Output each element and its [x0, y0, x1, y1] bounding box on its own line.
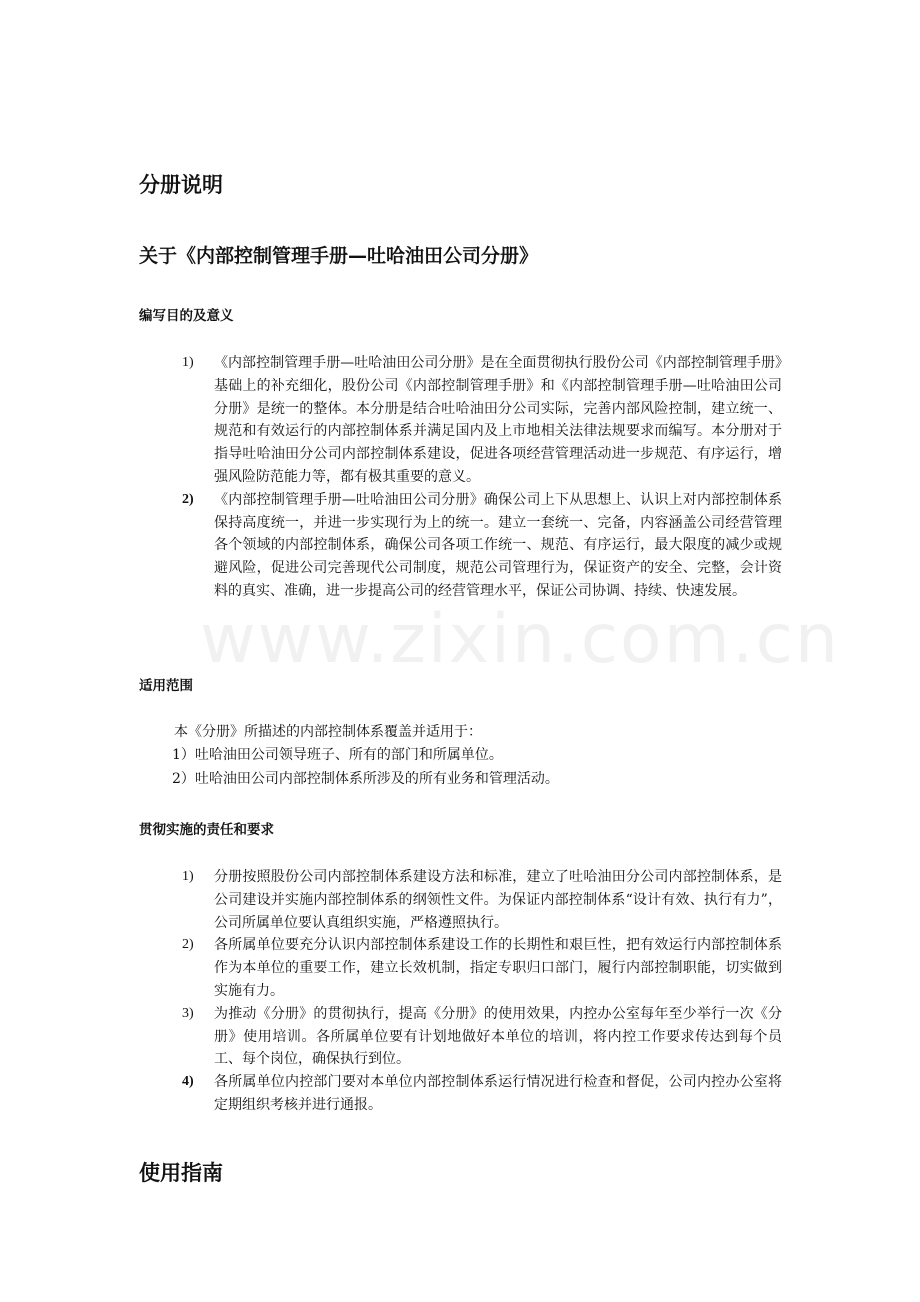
list-item-text: 《内部控制管理手册—吐哈油田公司分册》是在全面贯彻执行股份公司《内部控制管理手册》基础上的补充细化，股份公司《内部控制管理手册》和《内部控制管理手册—吐哈油田公司分册》是统一的整体。本分册是结合吐哈油田分公司实际，完善内部风险控制，建立统一、规范和有效运行的内部控制体系并满足国内及上市地相关法律法规要求而编写。本分册对于指导吐哈油田分公司内部控制体系建设，促进各项经营管理活动进一步规范、有序运行，增强风险防范能力等，都有极其重要的意义。 — [214, 355, 782, 485]
section-heading-scope: 适用范围 — [139, 678, 193, 694]
list-item-number: 2) — [182, 491, 194, 507]
list-item — [182, 866, 782, 934]
list-item — [182, 934, 782, 1002]
list-item-number: 2) — [182, 937, 194, 953]
list-item-number: 1) — [182, 355, 194, 370]
scope-intro: 本《分册》所描述的内部控制体系覆盖并适用于： — [174, 724, 482, 740]
list-item-number: 3) — [182, 1005, 194, 1021]
list-item-text: 《内部控制管理手册—吐哈油田公司分册》确保公司上下从思想上、认识上对内部控制体系保持高度统一，并进一步实现行为上的统一。建立一套统一、完备，内容涵盖公司经营管理各个领域的内部控制体系，确保公司各项工作统一、规范、有序运行，最大限度的减少或规避风险，促进公司完善现代公司制度，规范公司管理行为，保证资产的安全、完整，会计资料的真实、准确，进一步提高公司的经营管理水平，保证公司协调、持续、快速发展。 — [214, 491, 782, 599]
scope-line-1: 1）吐哈油田公司领导班子、所有的部门和所属单位。 — [172, 747, 503, 763]
list-item — [182, 489, 782, 603]
document-subtitle: 关于《内部控制管理手册—吐哈油田公司分册》 — [139, 245, 539, 267]
list-item — [182, 1071, 782, 1117]
responsibility-list — [182, 866, 782, 1117]
list-item-number: 1) — [182, 869, 194, 884]
list-item-text: 各所属单位内控部门要对本单位内部控制体系运行情况进行检查和督促，公司内控办公室将定期组织考核并进行通报。 — [214, 1074, 782, 1113]
list-item-text: 为推动《分册》的贯彻执行，提高《分册》的使用效果，内控办公室每年至少举行一次《分册》使用培训。各所属单位要有计划地做好本单位的培训，将内控工作要求传达到每个员工、每个岗位，确保执行到位。 — [214, 1005, 782, 1068]
list-item — [182, 352, 782, 489]
purpose-list — [182, 352, 782, 603]
section-heading-guide: 使用指南 — [139, 1161, 223, 1185]
page-title: 分册说明 — [139, 173, 223, 197]
list-item-text: 分册按照股份公司内部控制体系建设方法和标准，建立了吐哈油田分公司内部控制体系，是公司建设并实施内部控制体系的纲领性文件。为保证内部控制体系“设计有效、执行有力”，公司所属单位要认真组织实施，严格遵照执行。 — [214, 869, 782, 931]
list-item — [182, 1003, 782, 1071]
list-item-text: 各所属单位要充分认识内部控制体系建设工作的长期性和艰巨性，把有效运行内部控制体系作为本单位的重要工作，建立长效机制，指定专职归口部门，履行内部控制职能，切实做到实施有力。 — [214, 937, 782, 999]
section-heading-responsibility: 贯彻实施的责任和要求 — [139, 822, 274, 838]
list-item-number: 4) — [182, 1074, 194, 1090]
scope-line-2: 2）吐哈油田公司内部控制体系所涉及的所有业务和管理活动。 — [172, 771, 559, 787]
section-heading-purpose: 编写目的及意义 — [139, 308, 234, 324]
watermark: www.zixin.com.cn — [200, 600, 840, 679]
